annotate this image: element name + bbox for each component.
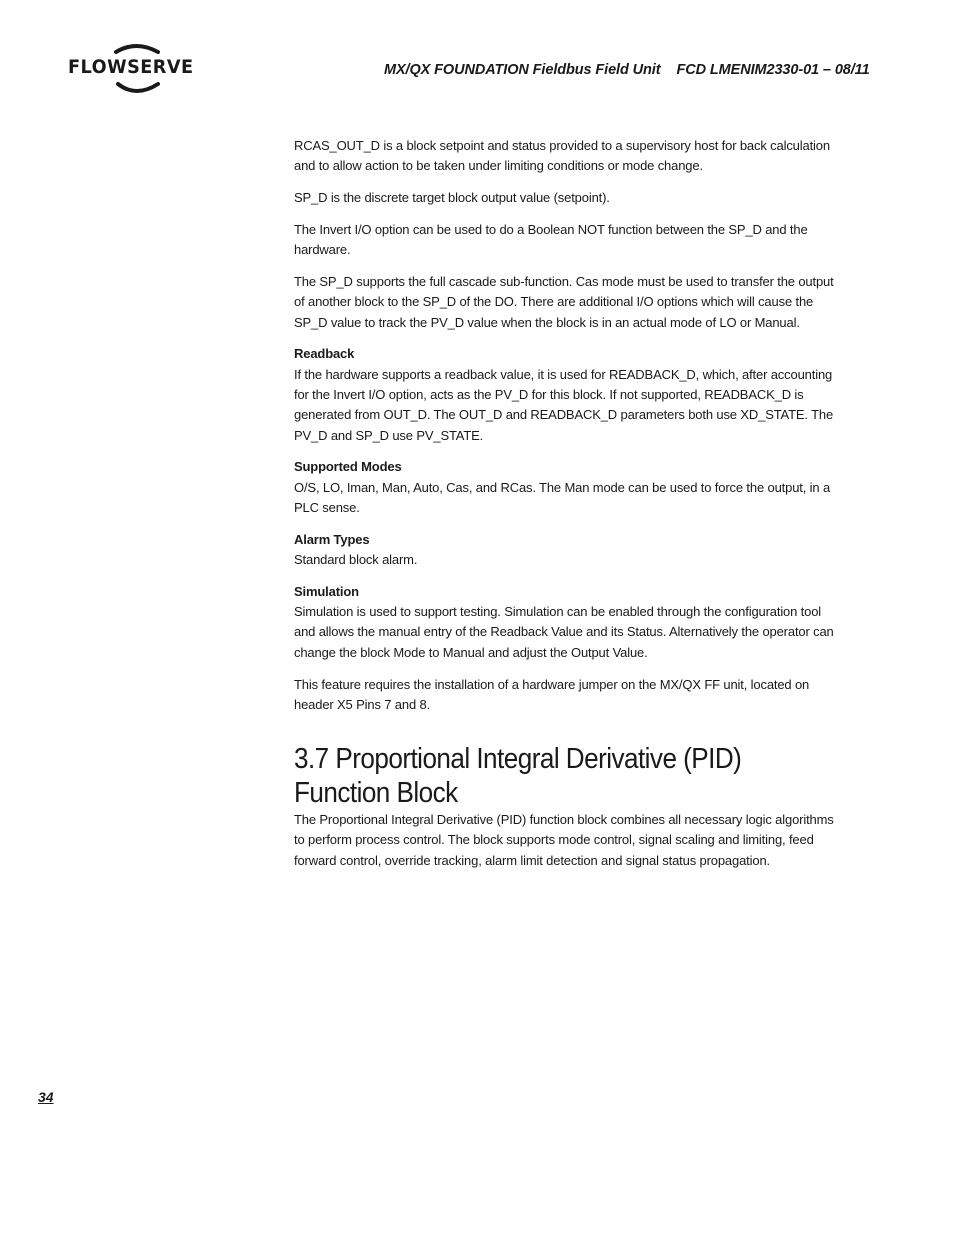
- section-heading-line2: Function Block: [294, 777, 458, 810]
- page-number: 34: [38, 1089, 54, 1105]
- supported-modes-text: O/S, LO, Iman, Man, Auto, Cas, and RCas. The Man mode can be used to force the output, in a PLC sense.: [294, 479, 831, 515]
- flowserve-logo: [68, 42, 208, 96]
- paragraph-sp-d: SP_D is the discrete target block output value (setpoint).: [294, 190, 610, 206]
- paragraph-invert-io: The Invert I/O option can be used to do a Boolean NOT function between the SP_D and the hardware.: [294, 221, 808, 258]
- section-heading-line1: 3.7 Proportional Integral Derivative (PID): [294, 743, 742, 776]
- document-title: MX/QX FOUNDATION Fieldbus Field Unit: [384, 62, 661, 78]
- alarm-types-text: Standard block alarm.: [294, 552, 418, 568]
- simulation-note: This feature requires the installation of a hardware jumper on the MX/QX FF unit, located on header X5 Pins 7 and 8.: [294, 676, 810, 712]
- readback-text: If the hardware supports a readback value, it is used for READBACK_D, which, after accounting for the Invert I/O option, acts as the PV_D for this block. If not supported, READBACK_D is generated from OUT_D. The OUT_D and READBACK_D parameters both use XD_STATE. The PV_D and SP_D use PV_STATE.: [294, 366, 834, 443]
- running-header: [384, 62, 870, 78]
- document-reference: FCD LMENIM2330-01 – 08/11: [676, 62, 870, 78]
- section-text: The Proportional Integral Derivative (PID) function block combines all necessary logic algorithms to perform process control. The block supports mode control, signal scaling and limiting, feed forward control, override tracking, alarm limit detection and signal status propagation.: [294, 812, 834, 868]
- paragraph-cascade: The SP_D supports the full cascade sub-function. Cas mode must be used to transfer the output of another block to the SP_D of the DO. There are additional I/O options which will cause the SP_D value to track the PV_D value when the block is in an actual mode of LO or Manual.: [294, 273, 834, 330]
- alarm-types-heading: Alarm Types: [294, 531, 370, 547]
- main-content: [294, 136, 842, 883]
- logo-wordmark: FLOWSERVE: [68, 56, 194, 78]
- simulation-text: Simulation is used to support testing. Simulation can be enabled through the configuration tool and allows the manual entry of the Readback Value and its Status. Alternatively the operator can change the block Mode to Manual and adjust the Output Value.: [294, 604, 834, 660]
- supported-modes-heading: Supported Modes: [294, 459, 402, 475]
- readback-heading: Readback: [294, 346, 355, 362]
- simulation-heading: Simulation: [294, 583, 359, 599]
- paragraph-rcas-out: RCAS_OUT_D is a block setpoint and status provided to a supervisory host for back calculation and to allow action to be taken under limiting conditions or mode change.: [294, 138, 830, 174]
- section-heading: [294, 742, 798, 810]
